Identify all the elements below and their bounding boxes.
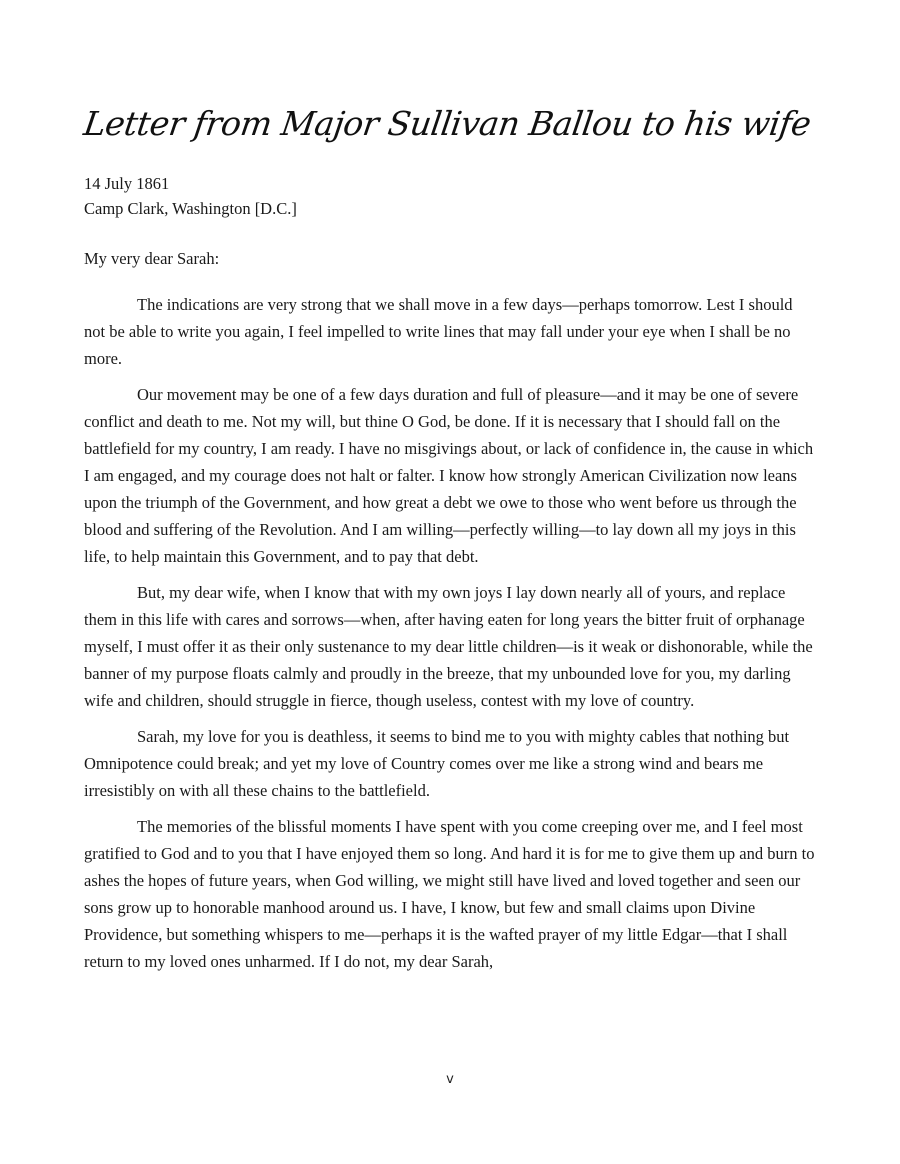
paragraph-3: But, my dear wife, when I know that with my own joys I lay down nearly all of yours, and replace them in this life with cares and sorrows—when, after having eaten for long years the bitter fruit of orphanage myself, I must offer it as their only sustenance to my dear little children—is it weak or dishonorable, while the banner of my purpose floats calmly and proudly in the breeze, that my unbounded love for you, my darling wife and children, should struggle in fierce, though useless, contest with my love of country.	[84, 583, 813, 710]
page-number: v	[446, 1072, 454, 1087]
paragraph-5: The memories of the blissful moments I have spent with you come creeping over me, and I feel most gratified to God and to you that I have enjoyed them so long. And hard it is for me to give them up and burn to ashes the hopes of future years, when God willing, we might still have lived and loved together and seen our sons grow up to honorable manhood around us. I have, I know, but few and small claims upon Divine Providence, but something whispers to me—perhaps it is the wafted prayer of my little Edgar—that I shall return to my loved ones unharmed. If I do not, my dear Sarah,	[84, 817, 815, 971]
letter-location: Camp Clark, Washington [D.C.]	[84, 199, 297, 218]
letter-body	[84, 291, 816, 984]
salutation: My very dear Sarah:	[84, 249, 220, 268]
paragraph-1: The indications are very strong that we shall move in a few days—perhaps tomorrow. Lest I should not be able to write you again, I feel impelled to write lines that may fall under your eye when I shall be no more.	[84, 295, 793, 368]
paragraph-2: Our movement may be one of a few days duration and full of pleasure—and it may be one of severe conflict and death to me. Not my will, but thine O God, be done. If it is necessary that I should fall on the battlefield for my country, I am ready. I have no misgivings about, or lack of confidence in, the cause in which I am engaged, and my courage does not halt or falter. I know how strongly American Civilization now leans upon the triumph of the Government, and how great a debt we owe to those who went before us through the blood and suffering of the Revolution. And I am willing—perfectly willing—to lay down all my joys in this life, to help maintain this Government, and to pay that debt.	[84, 385, 814, 566]
letter-header	[84, 171, 297, 221]
paragraph-4: Sarah, my love for you is deathless, it seems to bind me to you with mighty cables that nothing but Omnipotence could break; and yet my love of Country comes over me like a strong wind and bears me irresistibly on with all these chains to the battlefield.	[84, 727, 790, 800]
handwritten-title: Letter from Major Sullivan Ballou to his wife	[81, 104, 814, 143]
letter-date: 14 July 1861	[84, 174, 170, 193]
